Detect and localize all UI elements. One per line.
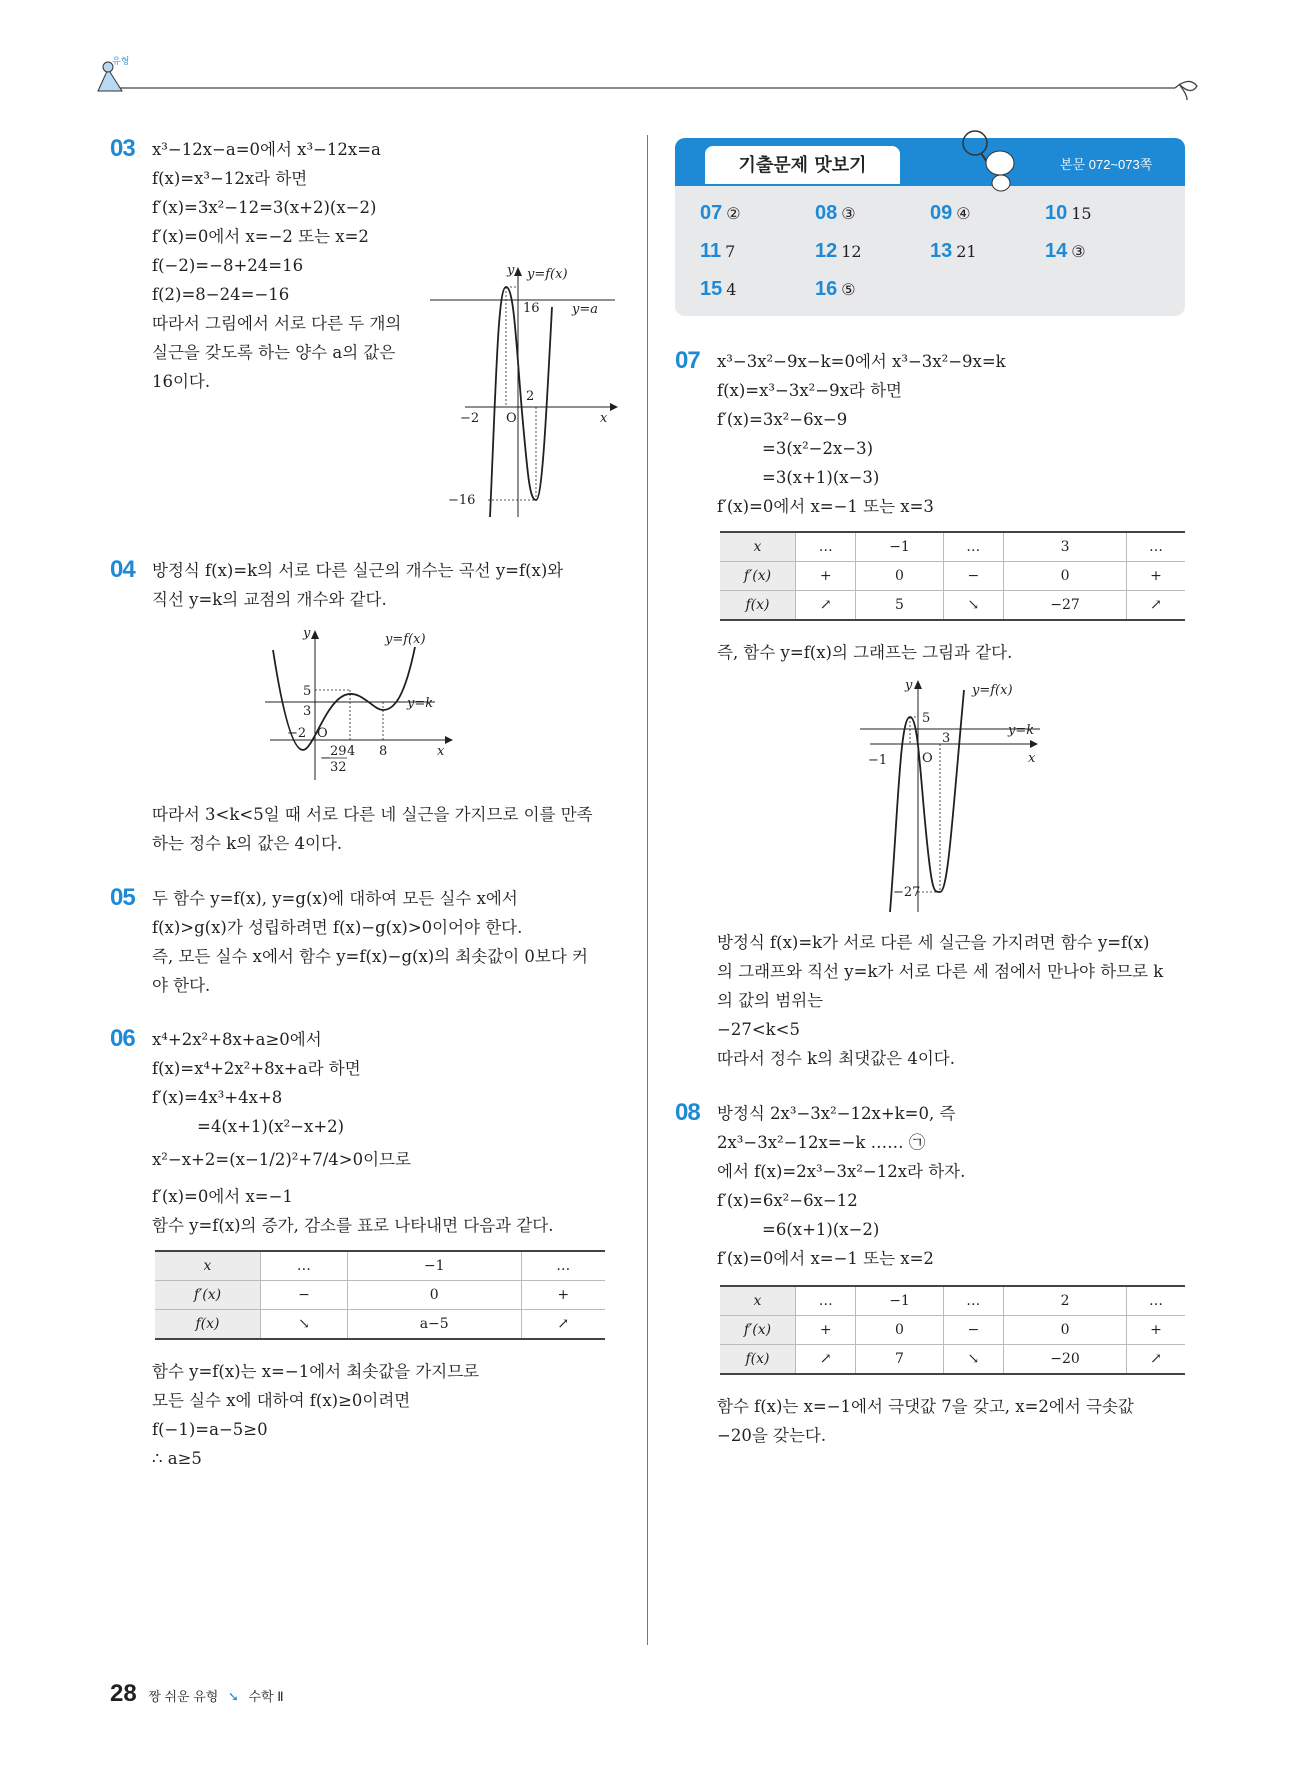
table-row: f(x) ↘ a−5 ↗	[155, 1310, 605, 1340]
p03-line: x³−12x−a=0에서 x³−12x=a	[152, 140, 381, 159]
problem-08-number: 08	[675, 1099, 700, 1126]
answer-10: 10 15	[1045, 202, 1092, 224]
problem-05-number: 05	[110, 884, 135, 911]
p06-line: f(−1)=a−5≥0	[152, 1420, 268, 1439]
p07-line: 의 그래프와 직선 y=k가 서로 다른 세 점에서 만나야 하므로 k	[717, 962, 1164, 981]
answer-15: 15 4	[700, 278, 737, 300]
footer-arrow-icon: ➘	[227, 1689, 239, 1704]
g04-fx: y=f(x)	[385, 632, 426, 647]
answer-11: 11 7	[700, 240, 736, 262]
graph-04	[265, 625, 460, 785]
answer-16: 16 ⑤	[815, 278, 856, 300]
p03-line: f′(x)=0에서 x=−2 또는 x=2	[152, 227, 369, 246]
g04-origin: O	[317, 726, 328, 741]
p07-line: 방정식 f(x)=k가 서로 다른 세 실근을 가지려면 함수 y=f(x)	[717, 933, 1150, 952]
graph-07	[860, 672, 1045, 917]
p06-line: f(x)=x⁴+2x²+8x+a라 하면	[152, 1059, 361, 1078]
g04-frac-num: 29	[330, 744, 347, 759]
p06-line: f′(x)=4x³+4x+8	[152, 1088, 283, 1107]
p05-line: f(x)>g(x)가 성립하려면 f(x)−g(x)>0이어야 한다.	[152, 918, 523, 937]
p08-table	[720, 1285, 1185, 1375]
g03-ylabel: y	[507, 263, 515, 278]
p06-line: 모든 실수 x에 대하여 f(x)≥0이려면	[152, 1391, 411, 1410]
p04-line: 하는 정수 k의 값은 4이다.	[152, 834, 343, 853]
p08-line: 함수 f(x)는 x=−1에서 극댓값 7을 갖고, x=2에서 극솟값	[717, 1397, 1134, 1416]
g04-3: 3	[303, 704, 312, 719]
g03-m16: −16	[448, 493, 476, 508]
g04-4: 4	[347, 744, 356, 759]
g03-m2: −2	[460, 411, 480, 426]
p06-table	[155, 1250, 605, 1340]
answer-14: 14 ③	[1045, 240, 1086, 262]
p03-line: f′(x)=3x²−12=3(x+2)(x−2)	[152, 198, 377, 217]
p06-line: x⁴+2x²+8x+a≥0에서	[152, 1030, 322, 1049]
p07-line: −27<k<5	[717, 1020, 800, 1039]
answer-08: 08 ③	[815, 202, 856, 224]
header-badge: 유형	[112, 57, 130, 67]
p03-line: f(2)=8−24=−16	[152, 285, 290, 304]
answer-13: 13 21	[930, 240, 977, 262]
header-rule	[80, 55, 1210, 100]
p07-line: 즉, 함수 y=f(x)의 그래프는 그림과 같다.	[717, 643, 1013, 662]
g04-frac-den: 32	[330, 760, 347, 775]
p03-line: 16이다.	[152, 372, 211, 391]
p06-line: 함수 y=f(x)는 x=−1에서 최솟값을 가지므로	[152, 1362, 480, 1381]
table-row: f(x) ↗ 5 ↘ −27 ↗	[720, 591, 1185, 621]
p04-line: 따라서 3<k<5일 때 서로 다른 네 실근을 가지므로 이를 만족	[152, 805, 593, 824]
g03-16: 16	[523, 301, 540, 316]
g07-origin: O	[922, 751, 933, 766]
answer-box-source: 본문 072~073쪽	[1060, 157, 1153, 172]
g04-xlabel: x	[437, 744, 445, 759]
answer-12: 12 12	[815, 240, 862, 262]
p04-line: 방정식 f(x)=k의 서로 다른 실근의 개수는 곡선 y=f(x)와	[152, 561, 564, 580]
g04-frac-sign: −	[320, 751, 331, 766]
p07-line: x³−3x²−9x−k=0에서 x³−3x²−9x=k	[717, 352, 1006, 371]
subject-name: 수학 Ⅱ	[248, 1689, 284, 1704]
table-row: f′(x) + 0 − 0 +	[720, 1316, 1185, 1345]
table-row: f′(x) + 0 − 0 +	[720, 562, 1185, 591]
mascot-badminton-icon	[955, 125, 1025, 195]
p08-line: 방정식 2x³−3x²−12x+k=0, 즉	[717, 1104, 956, 1123]
graph-03	[430, 262, 620, 522]
p07-line: f(x)=x³−3x²−9x라 하면	[717, 381, 902, 400]
g07-5: 5	[922, 711, 931, 726]
p07-line: f′(x)=3x²−6x−9	[717, 410, 848, 429]
g07-xlabel: x	[1028, 751, 1036, 766]
p04-line: 직선 y=k의 교점의 개수와 같다.	[152, 590, 387, 609]
p03-line: f(x)=x³−12x라 하면	[152, 169, 308, 188]
problem-07-number: 07	[675, 347, 700, 374]
g07-3: 3	[942, 731, 951, 746]
g03-origin: O	[506, 411, 517, 426]
g07-m27: −27	[893, 885, 921, 900]
p07-table	[720, 531, 1185, 621]
g07-m1: −1	[868, 753, 888, 768]
p07-line: 의 값의 범위는	[717, 991, 824, 1010]
p07-line: =3(x²−2x−3)	[762, 439, 874, 458]
g03-ya: y=a	[572, 302, 598, 317]
g04-5: 5	[303, 684, 312, 699]
answer-box-title: 기출문제 맛보기	[705, 146, 900, 184]
table-row: x … −1 …	[155, 1251, 605, 1281]
table-row: f(x) ↗ 7 ↘ −20 ↗	[720, 1345, 1185, 1375]
p08-line: 2x³−3x²−12x=−k …… ㉠	[717, 1133, 926, 1152]
p08-line: −20을 갖는다.	[717, 1426, 827, 1445]
p07-line: 따라서 정수 k의 최댓값은 4이다.	[717, 1049, 955, 1068]
g07-fx: y=f(x)	[972, 683, 1013, 698]
p05-line: 야 한다.	[152, 976, 211, 995]
table-row: x … −1 … 2 …	[720, 1286, 1185, 1316]
p06-line: f′(x)=0에서 x=−1	[152, 1187, 293, 1206]
column-divider	[647, 135, 648, 1645]
table-row: x … −1 … 3 …	[720, 532, 1185, 562]
problem-06-number: 06	[110, 1025, 135, 1052]
p08-line: f′(x)=6x²−6x−12	[717, 1191, 858, 1210]
g03-2: 2	[526, 389, 535, 404]
p08-line: =6(x+1)(x−2)	[762, 1220, 880, 1239]
g07-yk: y=k	[1008, 723, 1035, 738]
p03-line: 따라서 그림에서 서로 다른 두 개의	[152, 314, 402, 333]
answer-09: 09 ④	[930, 202, 971, 224]
p06-line: =4(x+1)(x²−x+2)	[197, 1117, 345, 1136]
p06-line: x²−x+2=(x−1/2)²+7/4>0이므로	[152, 1150, 411, 1169]
p08-line: f′(x)=0에서 x=−1 또는 x=2	[717, 1249, 934, 1268]
p07-line: =3(x+1)(x−3)	[762, 468, 880, 487]
g03-xlabel: x	[600, 411, 608, 426]
g04-ylabel: y	[303, 626, 311, 641]
page-footer	[110, 1680, 284, 1708]
p05-line: 즉, 모든 실수 x에서 함수 y=f(x)−g(x)의 최솟값이 0보다 커	[152, 947, 588, 966]
p06-line: 함수 y=f(x)의 증가, 감소를 표로 나타내면 다음과 같다.	[152, 1216, 554, 1235]
answer-07: 07 ②	[700, 202, 741, 224]
problem-04-number: 04	[110, 556, 135, 583]
g07-ylabel: y	[905, 678, 913, 693]
g04-8: 8	[379, 744, 388, 759]
problem-03-number: 03	[110, 135, 135, 162]
page-number: 28	[110, 1680, 137, 1707]
p03-line: 실근을 갖도록 하는 양수 a의 값은	[152, 343, 396, 362]
p05-line: 두 함수 y=f(x), y=g(x)에 대하여 모든 실수 x에서	[152, 889, 518, 908]
p07-line: f′(x)=0에서 x=−1 또는 x=3	[717, 497, 934, 516]
p03-line: f(−2)=−8+24=16	[152, 256, 304, 275]
g04-yk: y=k	[407, 696, 434, 711]
g04-m2: −2	[287, 726, 307, 741]
p08-line: 에서 f(x)=2x³−3x²−12x라 하자.	[717, 1162, 966, 1181]
g03-fx: y=f(x)	[527, 267, 568, 282]
book-title: 짱 쉬운 유형	[148, 1689, 219, 1704]
table-row: f′(x) − 0 +	[155, 1281, 605, 1310]
p06-line: ∴ a≥5	[152, 1449, 202, 1468]
